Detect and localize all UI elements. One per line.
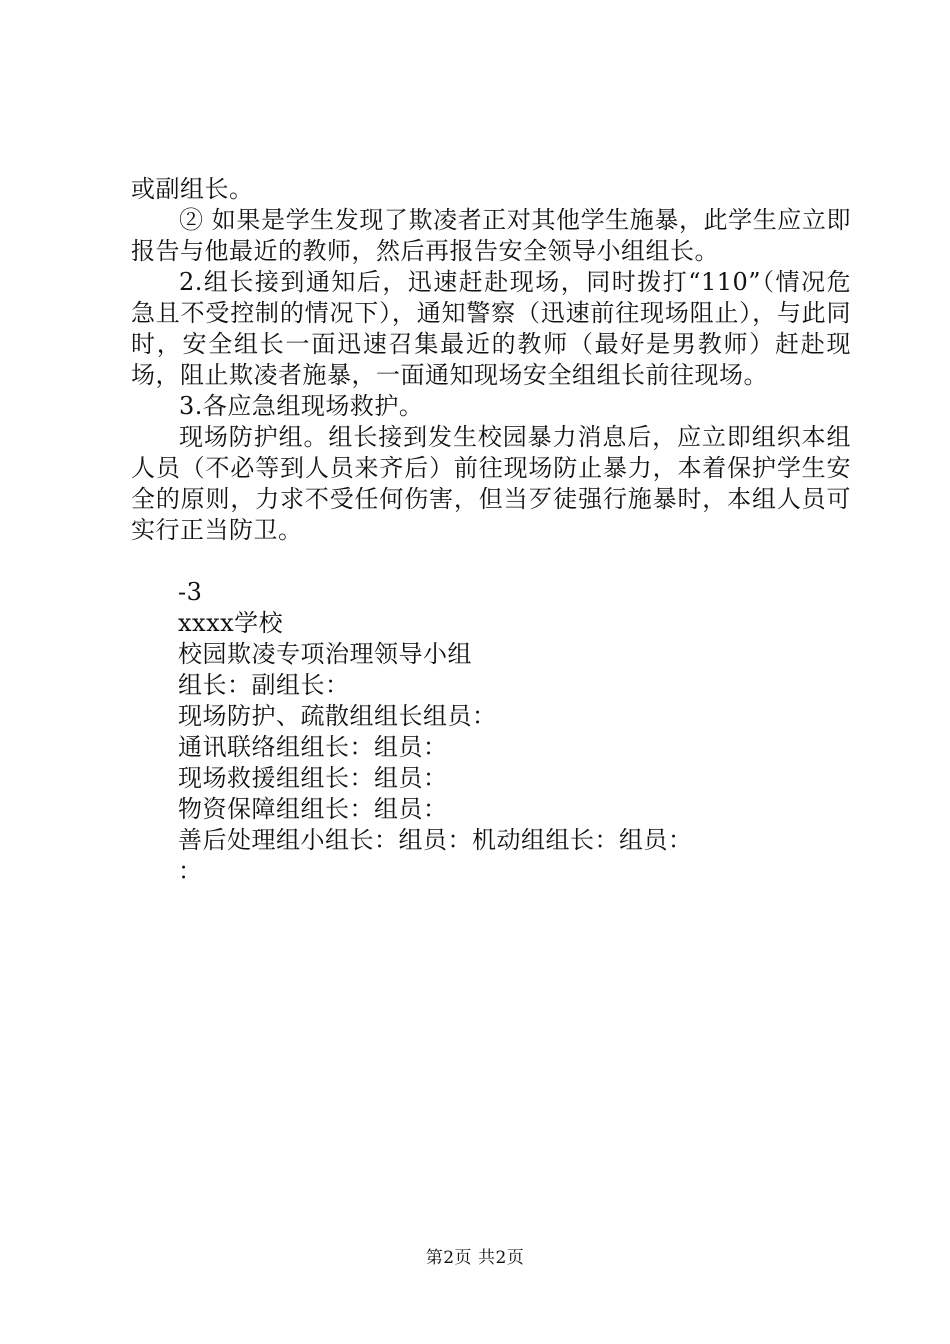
list-item: 物资保障组组长：组员： <box>178 795 448 823</box>
list-item: 通讯联络组组长：组员： <box>178 733 448 761</box>
list-item: 组长：副组长： <box>178 671 350 699</box>
document-body <box>131 174 851 546</box>
group-title: 校园欺凌专项治理领导小组 <box>178 640 472 668</box>
paragraph: 现场防护组。组长接到发生校园暴力消息后，应立即组织本组人员（不必等到人员来齐后）前往现场防止暴力，本着保护学生安全的原则，力求不受任何伤害，但当歹徒强行施暴时，本组人员可实行正当防卫。 <box>131 423 851 544</box>
paragraph: 3.各应急组现场救护。 <box>179 392 424 420</box>
paragraph: 或副组长。 <box>131 175 254 203</box>
list-item: 善后处理组小组长：组员：机动组组长：组员： <box>178 826 693 854</box>
list-item: ： <box>178 857 203 885</box>
page-marker: -3 <box>178 578 203 606</box>
page-footer: 第2页 共2页 <box>425 1248 525 1268</box>
paragraph: ② 如果是学生发现了欺凌者正对其他学生施暴，此学生应立即报告与他最近的教师，然后再报告安全领导小组组长。 <box>131 206 851 265</box>
list-item: 现场救援组组长：组员： <box>178 764 448 792</box>
leadership-list <box>178 577 838 887</box>
school-name: xxxx学校 <box>178 609 284 637</box>
paragraph: 2.组长接到通知后，迅速赶赴现场，同时拨打“110”（情况危急且不受控制的情况下），通知警察（迅速前往现场阻止），与此同时，安全组长一面迅速召集最近的教师（最好是男教师）赶赴现场，阻止欺凌者施暴，一面通知现场安全组组长前往现场。 <box>131 268 851 389</box>
list-item: 现场防护、疏散组组长组员： <box>178 702 497 730</box>
